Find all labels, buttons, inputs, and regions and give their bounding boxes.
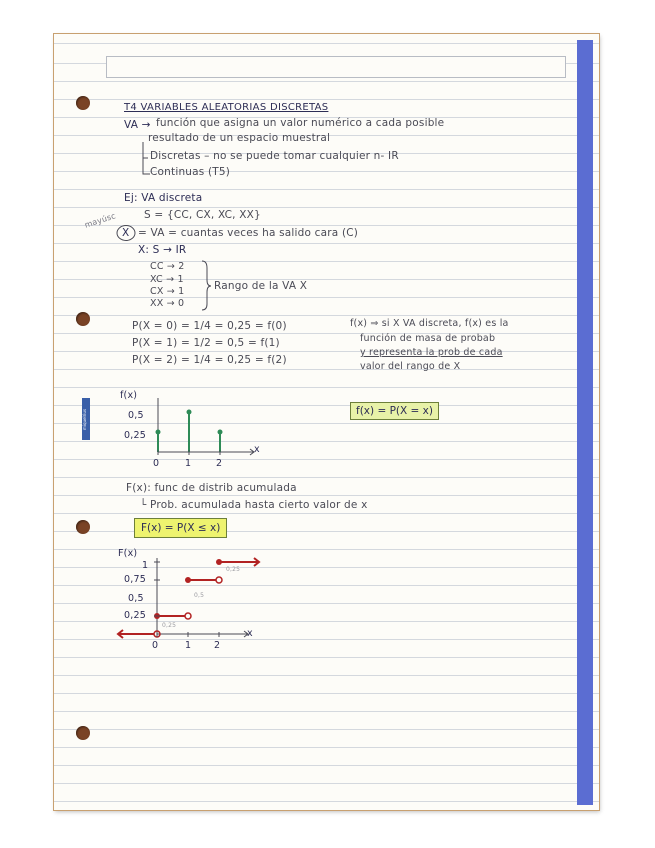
cdf-xtick-label: 1 — [185, 640, 192, 651]
pmf-ytick-label: 0,25 — [124, 430, 146, 441]
notebook-page — [54, 34, 599, 810]
cdf-jump-label: 0,25 — [226, 566, 241, 573]
cdf-open-point — [185, 613, 191, 619]
example-heading: Ej: VA discreta — [124, 192, 203, 204]
pmf-formula-box: f(x) = P(X = x) — [350, 402, 439, 420]
probability-row: P(X = 2) = 1/4 = 0,25 = f(2) — [132, 354, 287, 366]
sample-space: S = {CC, CX, XC, XX} — [144, 209, 261, 221]
pmf-ylabel: f(x) — [120, 390, 138, 401]
cdf-definition-line2: └ Prob. acumulada hasta cierto valor de x — [140, 499, 368, 511]
va-prefix: VA → — [124, 119, 151, 131]
cdf-xtick-label: 2 — [214, 640, 221, 651]
cdf-ytick-label: 1 — [142, 560, 149, 571]
pmf-note-mass-label: masa de probab — [415, 333, 496, 344]
cdf-ytick-label: 0,25 — [124, 610, 146, 621]
pmf-note-line2-text: función de — [360, 333, 416, 344]
variable-symbol: X — [122, 227, 130, 239]
va-definition-line2: resultado de un espacio muestral — [148, 132, 331, 144]
pmf-note-line4: valor del rango de X — [360, 361, 461, 372]
pmf-note-line3: y representa la prob de cada — [360, 347, 503, 358]
margin-note: mayúsc — [83, 211, 117, 230]
cdf-ytick-label: 0,75 — [124, 574, 146, 585]
page-title: T4 VARIABLES ALEATORIAS DISCRETAS — [124, 102, 329, 113]
va-definition-line1: función que asigna un valor numérico a cada posible — [156, 117, 445, 129]
pmf-xtick-label: 2 — [216, 458, 223, 469]
range-label: Rango de la VA X — [214, 280, 308, 292]
pmf-note-line1: f(x) ⇒ si X VA discreta, f(x) es la — [350, 318, 509, 329]
cdf-jump-label: 0,25 — [162, 622, 177, 629]
brand-label: miquelrius — [82, 408, 87, 430]
probability-row: P(X = 0) = 1/4 = 0,25 = f(0) — [132, 320, 287, 332]
cdf-xlabel: x — [247, 628, 253, 639]
va-type-discrete: Discretas – no se puede tomar cualquier n- IR — [150, 150, 399, 162]
cdf-ytick-label: 0,5 — [128, 593, 144, 604]
pmf-xtick-label: 1 — [185, 458, 192, 469]
cdf-chart — [54, 34, 599, 810]
va-type-continuous: Continuas (T5) — [150, 166, 231, 178]
probability-row: P(X = 1) = 1/2 = 0,5 = f(1) — [132, 337, 280, 349]
mapping-item: XX → 0 — [150, 298, 185, 309]
mapping-item: CC → 2 — [150, 261, 185, 272]
pmf-ytick-label: 0,5 — [128, 410, 144, 421]
mapping-title: X: S → IR — [138, 244, 187, 256]
cdf-ylabel: F(x) — [118, 548, 138, 559]
pmf-xtick-label: 0 — [153, 458, 160, 469]
cdf-jump-label: 0,5 — [194, 592, 205, 599]
cdf-formula-box: F(x) = P(X ≤ x) — [134, 518, 227, 538]
cdf-definition-line1: F(x): func de distrib acumulada — [126, 482, 297, 494]
cdf-open-point — [216, 577, 222, 583]
cdf-xtick-label: 0 — [152, 640, 159, 651]
mapping-item: XC → 1 — [150, 274, 184, 285]
pmf-xlabel: x — [254, 444, 260, 455]
mapping-item: CX → 1 — [150, 286, 185, 297]
variable-definition: = VA = cuantas veces ha salido cara (C) — [138, 227, 359, 239]
